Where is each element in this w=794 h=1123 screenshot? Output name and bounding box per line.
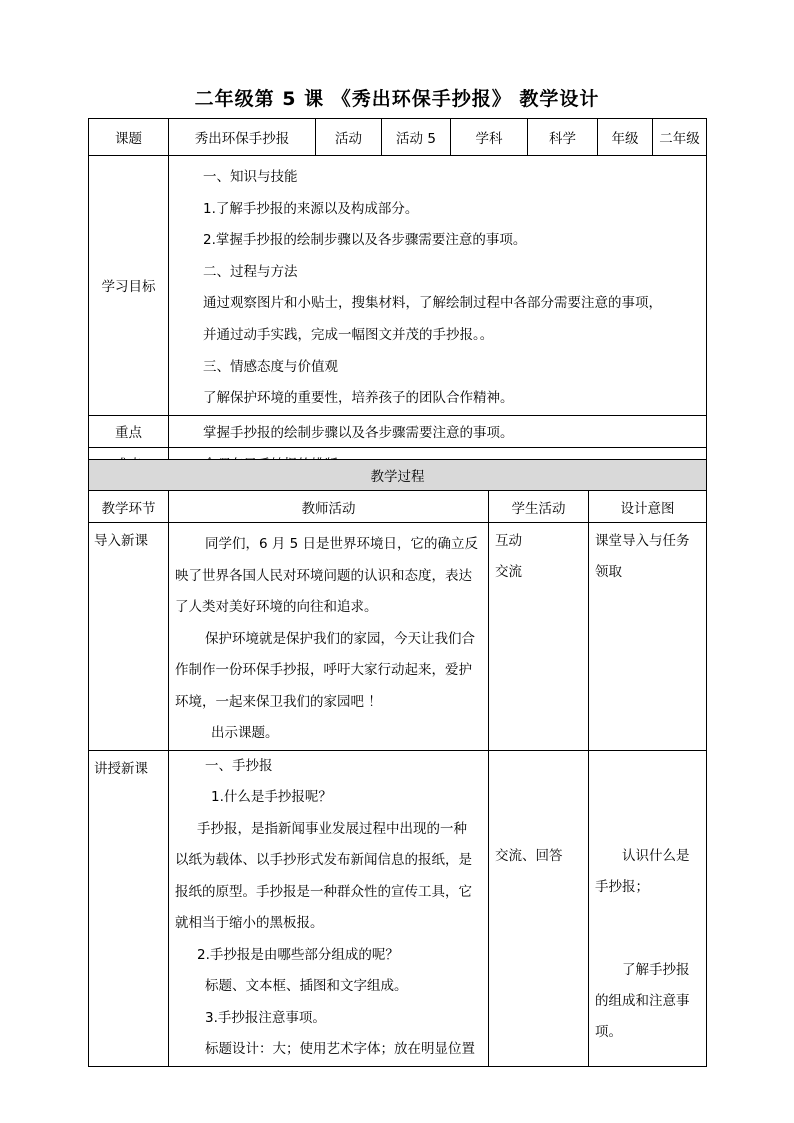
intro-row	[89, 523, 707, 751]
teacher-line: 出示课题。	[211, 725, 279, 741]
info-row	[89, 119, 707, 156]
objectives-label: 学习目标	[89, 156, 169, 416]
teacher-line: 标题、文本框、插图和文字组成。	[205, 978, 408, 994]
course-label: 课题	[89, 119, 169, 156]
student-line: 互动	[495, 533, 522, 549]
teacher-line: 保护环境就是保护我们的家园，今天让我们合	[205, 630, 475, 647]
activity-value: 活动 5	[382, 119, 451, 156]
key-points-label: 重点	[89, 415, 169, 447]
column-header: 学生活动	[489, 491, 589, 523]
design-line: 领取	[595, 564, 622, 580]
student-line: 交流、回答	[495, 847, 563, 864]
intro-student	[489, 523, 589, 751]
design-line: 认识什么是	[622, 847, 690, 864]
student-line: 交流	[495, 564, 522, 580]
column-header: 设计意图	[589, 491, 707, 523]
process-header-row	[89, 460, 707, 491]
teach-design	[589, 750, 707, 1066]
teacher-line: 2.手抄报是由哪些部分组成的呢？	[197, 946, 399, 963]
design-line: 了解手抄报	[622, 961, 690, 978]
column-header-row	[89, 491, 707, 523]
teacher-line: 环境，一起来保卫我们的家园吧 ！	[175, 693, 382, 710]
course-value: 秀出环保手抄报	[169, 119, 316, 156]
subject-label: 学科	[451, 119, 528, 156]
teacher-line: 同学们，6 月 5 日是世界环境日，它的确立反	[205, 536, 479, 552]
intro-stage-label: 导入新课	[94, 533, 148, 549]
teacher-line: 了人类对美好环境的向往和追求。	[175, 599, 378, 615]
teach-row	[89, 750, 707, 1066]
teach-teacher	[169, 750, 489, 1066]
objective-line: 1.了解手抄报的来源以及构成部分。	[203, 200, 419, 217]
objective-line: 三、情感态度与价值观	[203, 358, 338, 375]
objective-line: 一、知识与技能	[203, 169, 298, 185]
process-header: 教学过程	[89, 460, 707, 491]
objective-line: 通过观察图片和小贴士，搜集材料，了解绘制过程中各部分需要注意的事项，	[203, 295, 662, 312]
objective-line: 并通过动手实践，完成一幅图文并茂的手抄报。。	[203, 326, 494, 343]
key-points-value: 掌握手抄报的绘制步骤以及各步骤需要注意的事项。	[169, 415, 707, 447]
teaching-process-table	[88, 459, 707, 1067]
design-line: 手抄报；	[595, 878, 649, 895]
column-header: 教师活动	[169, 491, 489, 523]
subject-value: 科学	[528, 119, 598, 156]
design-line: 项。	[595, 1023, 622, 1040]
intro-design	[589, 523, 707, 751]
teacher-line: 就相当于缩小的黑板报。	[175, 915, 324, 931]
activity-label: 活动	[316, 119, 382, 156]
teacher-line: 映了世界各国人民对环境问题的认识和态度，表达	[175, 567, 472, 584]
intro-stage	[89, 523, 169, 751]
teacher-line: 手抄报，是指新闻事业发展过程中出现的一种	[197, 820, 467, 837]
key-points-row	[89, 415, 707, 447]
teach-student	[489, 750, 589, 1066]
teacher-line: 3.手抄报注意事项。	[205, 1009, 326, 1026]
lesson-info-table	[88, 118, 707, 480]
objective-line: 了解保护环境的重要性，培养孩子的团队合作精神。	[203, 390, 514, 407]
objective-line: 2.掌握手抄报的绘制步骤以及各步骤需要注意的事项。	[203, 232, 527, 249]
teacher-line: 1.什么是手抄报呢？	[211, 789, 332, 805]
teach-stage	[89, 750, 169, 1066]
teacher-line: 作制作一份环保手抄报，呼吁大家行动起来，爱护	[175, 662, 472, 678]
teacher-line: 标题设计：大；使用艺术字体；放在明显位置	[205, 1041, 475, 1057]
objective-line: 二、过程与方法	[203, 263, 298, 280]
objectives-row	[89, 156, 707, 416]
objectives-content	[169, 156, 707, 416]
design-line: 课堂导入与任务	[595, 533, 690, 549]
teacher-line: 报纸的原型。手抄报是一种群众性的宣传工具，它	[175, 883, 472, 900]
teach-stage-label: 讲授新课	[94, 760, 148, 777]
intro-teacher	[169, 523, 489, 751]
design-line: 的组成和注意事	[595, 992, 690, 1009]
page-title: 二年级第 5 课 《秀出环保手抄报》 教学设计	[194, 88, 600, 110]
teacher-line: 以纸为载体、以手抄形式发布新闻信息的报纸，是	[175, 852, 472, 868]
grade-value: 二年级	[653, 119, 707, 156]
grade-label: 年级	[598, 119, 653, 156]
column-header: 教学环节	[89, 491, 169, 523]
teacher-line: 一、手抄报	[205, 757, 273, 774]
